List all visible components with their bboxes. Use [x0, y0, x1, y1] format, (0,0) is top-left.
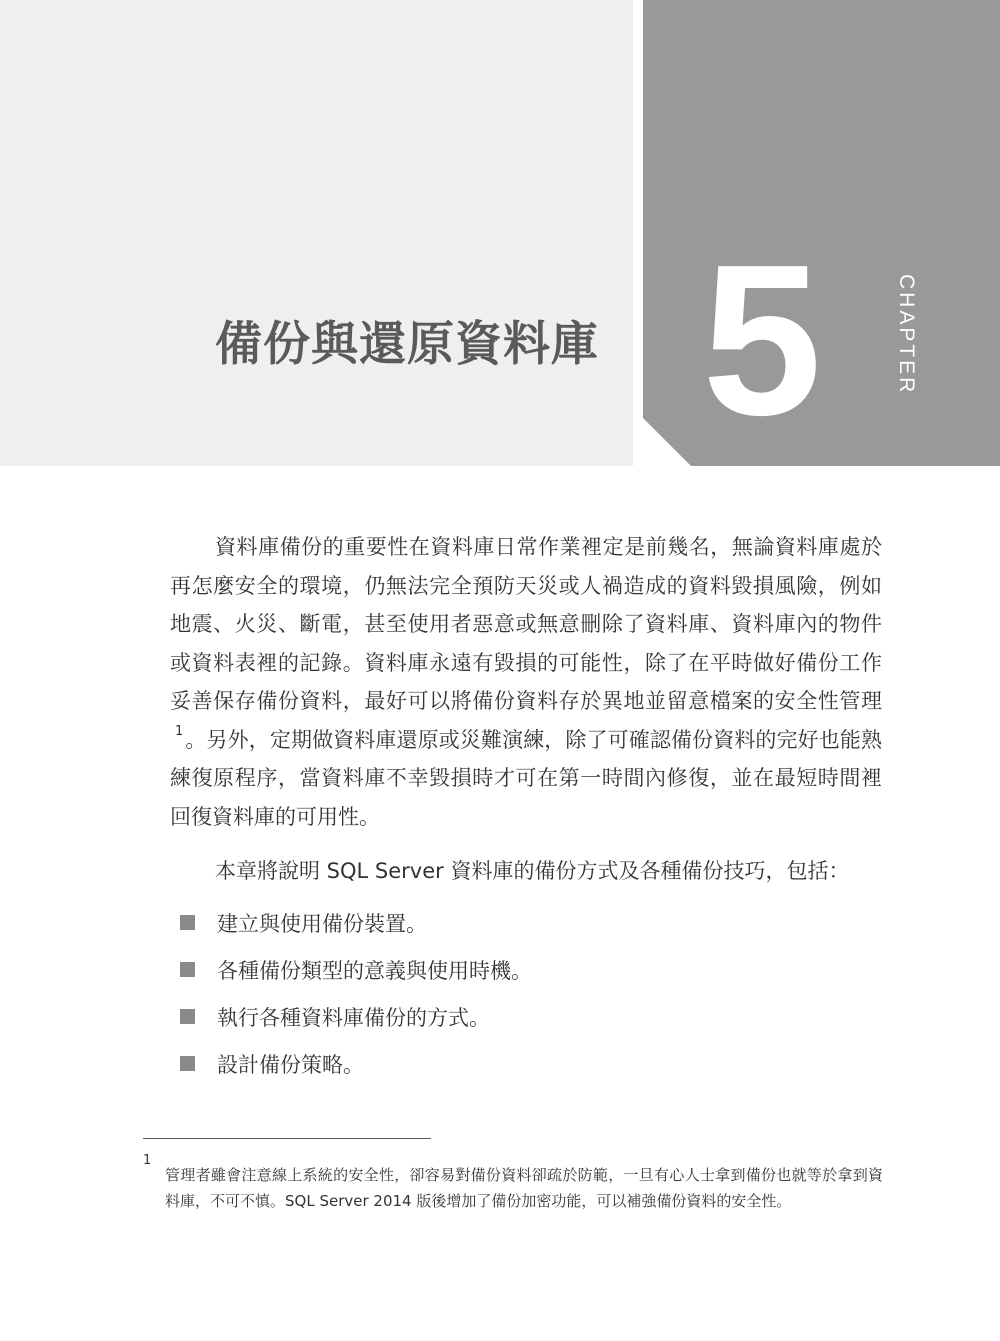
- list-item: [180, 899, 880, 946]
- intro-paragraph: [170, 528, 882, 836]
- intro-paragraph-continuation: 。另外，定期做資料庫還原或災難演練，除了可確認備份資料的完好也能熟練復原程序，當資料庫不幸毀損時才可在第一時間內修復，並在最短時間裡回復資料庫的可用性。: [170, 727, 882, 829]
- chapter-number: 5: [702, 219, 822, 460]
- footnote-divider: [143, 1138, 431, 1139]
- list-item-text: 執行各種資料庫備份的方式。: [217, 1005, 490, 1030]
- intro-paragraph-text: 資料庫備份的重要性在資料庫日常作業裡定是前幾名，無論資料庫處於再怎麼安全的環境，仍無法完全預防天災或人禍造成的資料毀損風險，例如地震、火災、斷電，甚至使用者惡意或無意刪除了資料庫、資料庫內的物件或資料表裡的記錄。資料庫永遠有毀損的可能性，除了在平時做好備份工作妥善保存備份資料，最好可以將備份資料存於異地並留意檔案的安全性管理: [170, 535, 882, 713]
- square-bullet-icon: [180, 1056, 195, 1071]
- list-item: [180, 946, 880, 993]
- chapter-header-panel: [0, 0, 633, 466]
- footnote-text: 管理者雖會注意線上系統的安全性，卻容易對備份資料卻疏於防範，一旦有心人士拿到備份也就等於拿到資料庫，不可不慎。SQL Server 2014 版後增加了備份加密功能，可以補強備份資料的安全性。: [165, 1166, 883, 1210]
- chapter-label: CHAPTER: [895, 274, 918, 396]
- square-bullet-icon: [180, 1009, 195, 1024]
- list-item-text: 設計備份策略。: [217, 1052, 364, 1077]
- list-item-text: 建立與使用備份裝置。: [217, 911, 427, 936]
- chapter-title: 備份與還原資料庫: [215, 317, 599, 372]
- topic-list: [180, 899, 880, 1087]
- square-bullet-icon: [180, 962, 195, 977]
- list-item: [180, 1040, 880, 1087]
- footnote-reference[interactable]: 1: [175, 723, 184, 739]
- square-bullet-icon: [180, 915, 195, 930]
- list-item-text: 各種備份類型的意義與使用時機。: [217, 958, 532, 983]
- list-item: [180, 993, 880, 1040]
- footnote-number: 1: [143, 1153, 152, 1168]
- chapter-overview: 本章將說明 SQL Server 資料庫的備份方式及各種備份技巧，包括：: [215, 859, 850, 883]
